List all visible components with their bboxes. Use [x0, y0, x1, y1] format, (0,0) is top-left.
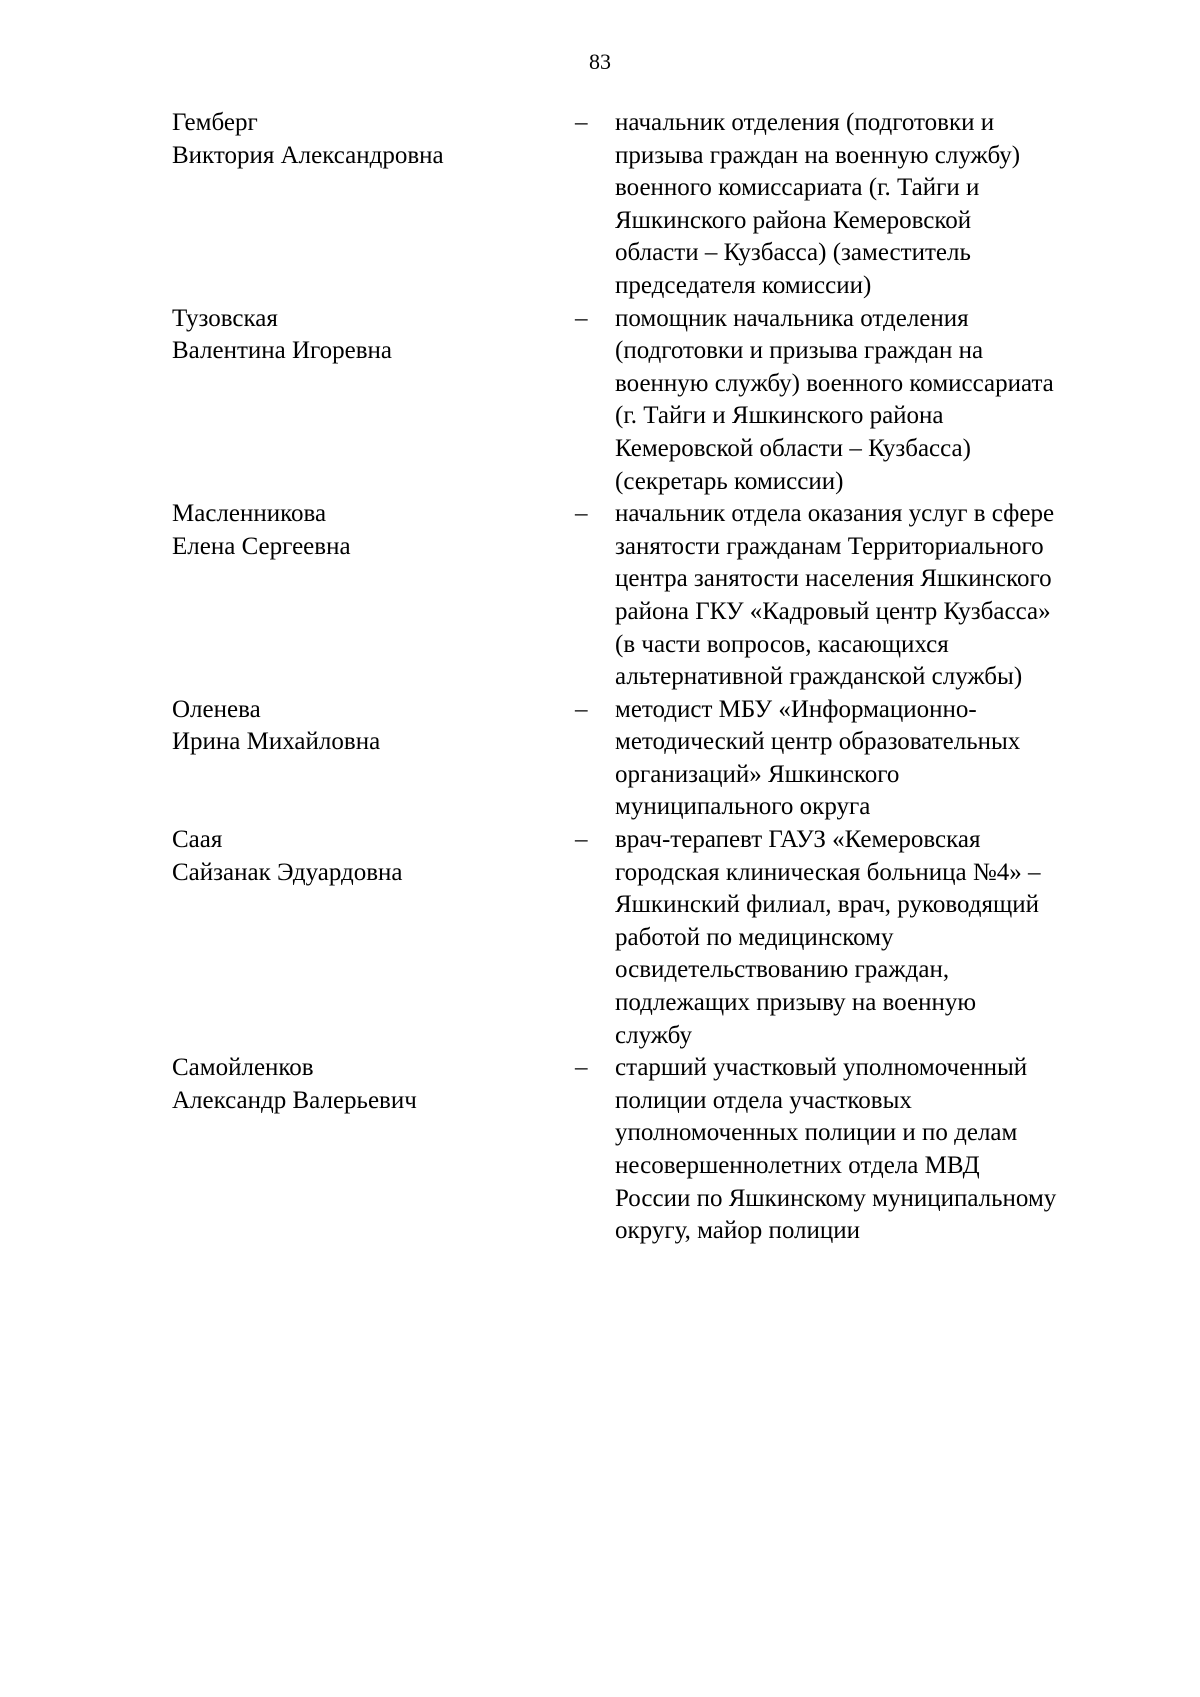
role-line: несовершеннолетних отдела МВД	[615, 1152, 980, 1179]
member-surname: Самойленков	[172, 1054, 314, 1082]
role-line: методический центр образовательных	[615, 728, 1021, 756]
member-entry	[0, 498, 1200, 694]
role-line: Яшкинского района Кемеровской	[615, 206, 972, 234]
member-role	[615, 824, 1135, 1052]
member-role	[615, 498, 1135, 694]
member-entry	[0, 303, 1200, 499]
member-given-names: Виктория Александровна	[172, 141, 444, 169]
member-entry	[0, 107, 1200, 303]
member-dash: –	[575, 695, 588, 723]
role-line: службу	[615, 1021, 692, 1049]
role-line: военного комиссариата (г. Тайги и	[615, 174, 980, 202]
role-line: уполномоченных полиции и по делам	[615, 1119, 1018, 1147]
member-name	[172, 694, 552, 759]
role-line: освидетельствованию граждан,	[615, 956, 950, 984]
role-line: методист МБУ «Информационно-	[615, 695, 977, 723]
member-surname: Масленникова	[172, 500, 327, 528]
member-surname: Гемберг	[172, 109, 258, 136]
role-line: (секретарь комиссии)	[615, 467, 844, 495]
member-given-names: Сайзанак Эдуардовна	[172, 858, 403, 886]
role-line: района ГКУ «Кадровый центр Кузбасса»	[615, 597, 1051, 625]
role-line: работой по медицинскому	[615, 923, 894, 951]
member-dash: –	[575, 826, 588, 854]
member-surname: Саая	[172, 826, 223, 854]
member-role	[615, 1052, 1135, 1248]
role-line: (г. Тайги и Яшкинского района	[615, 402, 944, 430]
role-line: Кемеровской области – Кузбасса)	[615, 434, 971, 462]
role-line: занятости гражданам Территориального	[615, 532, 1044, 560]
role-line: начальник отдела оказания услуг в сфере	[615, 500, 1055, 528]
member-dash: –	[575, 500, 588, 528]
role-line: председателя комиссии)	[615, 271, 872, 299]
role-line: военную службу) военного комиссариата	[615, 369, 1054, 397]
role-line: врач-терапевт ГАУЗ «Кемеровская	[615, 826, 981, 854]
member-entry	[0, 1052, 1200, 1248]
member-name	[172, 824, 552, 889]
member-role	[615, 694, 1135, 824]
member-name	[172, 303, 552, 368]
role-line: организаций» Яшкинского	[615, 760, 900, 788]
member-name	[172, 498, 552, 563]
role-line: полиции отдела участковых	[615, 1086, 912, 1114]
member-dash: –	[575, 304, 588, 332]
member-given-names: Валентина Игоревна	[172, 337, 393, 365]
commission-member-list	[0, 107, 1200, 1248]
role-line: центра занятости населения Яшкинского	[615, 565, 1052, 593]
role-line: помощник начальника отделения	[615, 304, 969, 332]
role-line: начальник отделения (подготовки и	[615, 109, 995, 136]
member-dash: –	[575, 109, 588, 136]
member-surname: Оленева	[172, 695, 261, 723]
role-line: Яшкинский филиал, врач, руководящий	[615, 891, 1039, 919]
role-line: округу, майор полиции	[615, 1217, 860, 1245]
member-given-names: Ирина Михайловна	[172, 728, 381, 756]
role-line: городская клиническая больница №4» –	[615, 858, 1041, 886]
role-line: старший участковый уполномоченный	[615, 1054, 1028, 1082]
member-role	[615, 303, 1135, 499]
member-entry	[0, 694, 1200, 824]
member-surname: Тузовская	[172, 304, 278, 332]
member-given-names: Александр Валерьевич	[172, 1086, 417, 1114]
role-line: альтернативной гражданской службы)	[615, 663, 1023, 691]
page-number: 83	[589, 49, 611, 74]
member-role	[615, 107, 1135, 303]
member-name	[172, 1052, 552, 1117]
role-line: области – Кузбасса) (заместитель	[615, 239, 971, 267]
member-entry	[0, 824, 1200, 1052]
role-line: подлежащих призыву на военную	[615, 989, 977, 1017]
member-dash: –	[575, 1054, 588, 1082]
role-line: (подготовки и призыва граждан на	[615, 337, 984, 365]
role-line: призыва граждан на военную службу)	[615, 141, 1021, 169]
role-line: России по Яшкинскому муниципальному	[615, 1184, 1057, 1212]
member-given-names: Елена Сергеевна	[172, 532, 351, 560]
role-line: муниципального округа	[615, 793, 871, 821]
member-name	[172, 107, 552, 172]
role-line: (в части вопросов, касающихся	[615, 630, 949, 658]
